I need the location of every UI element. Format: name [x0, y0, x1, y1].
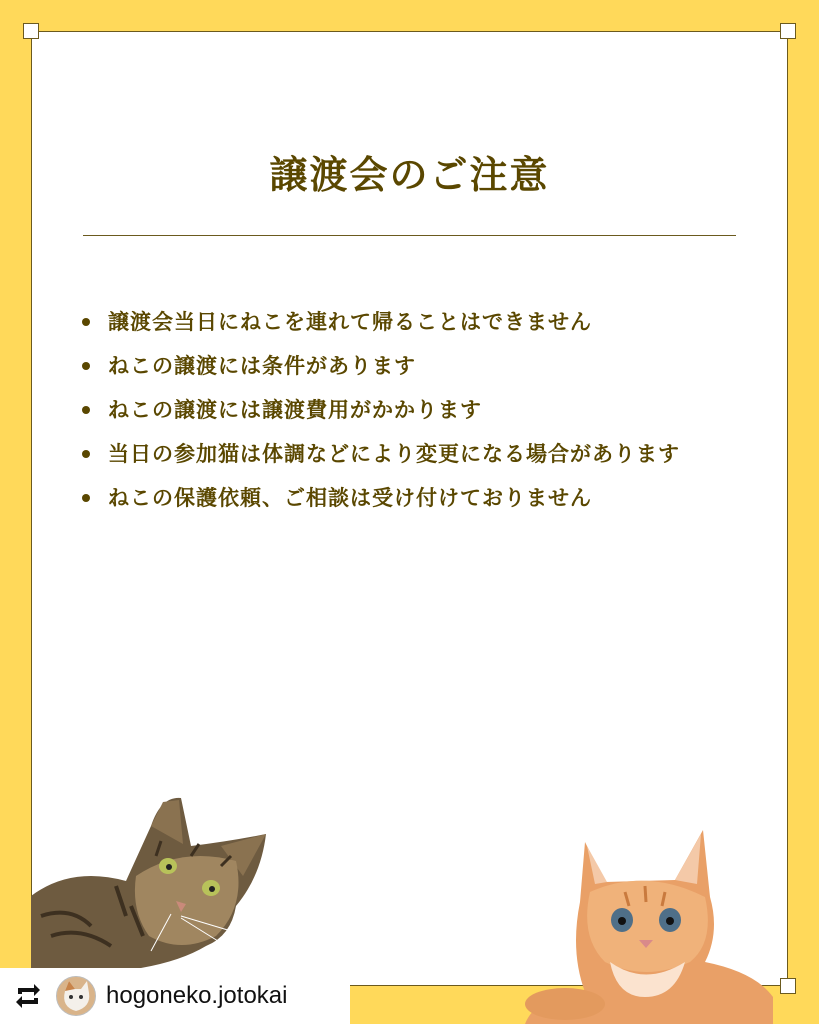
list-item: 当日の参加猫は体調などにより変更になる場合があります [80, 432, 740, 476]
title-divider [83, 235, 736, 236]
page-title: 譲渡会のご注意 [269, 153, 550, 197]
list-item: ねこの譲渡には譲渡費用がかかります [80, 388, 740, 432]
list-item: 譲渡会当日にねこを連れて帰ることはできません [80, 300, 740, 344]
list-item: ねこの譲渡には条件があります [80, 344, 740, 388]
corner-handle-top-left [23, 23, 39, 39]
avatar-cat-icon [57, 977, 95, 1015]
orange-kitten-image [525, 822, 775, 1024]
avatar[interactable] [56, 976, 96, 1016]
list-item: ねこの保護依頼、ご相談は受け付けておりません [80, 476, 740, 520]
corner-handle-top-right [780, 23, 796, 39]
tabby-cat-image [31, 786, 276, 968]
corner-handle-bottom-right [780, 978, 796, 994]
repost-bar[interactable] [0, 968, 350, 1024]
repost-icon[interactable] [12, 980, 44, 1012]
repost-username[interactable]: hogoneko.jotokai [106, 982, 288, 1009]
notice-list [80, 300, 740, 520]
